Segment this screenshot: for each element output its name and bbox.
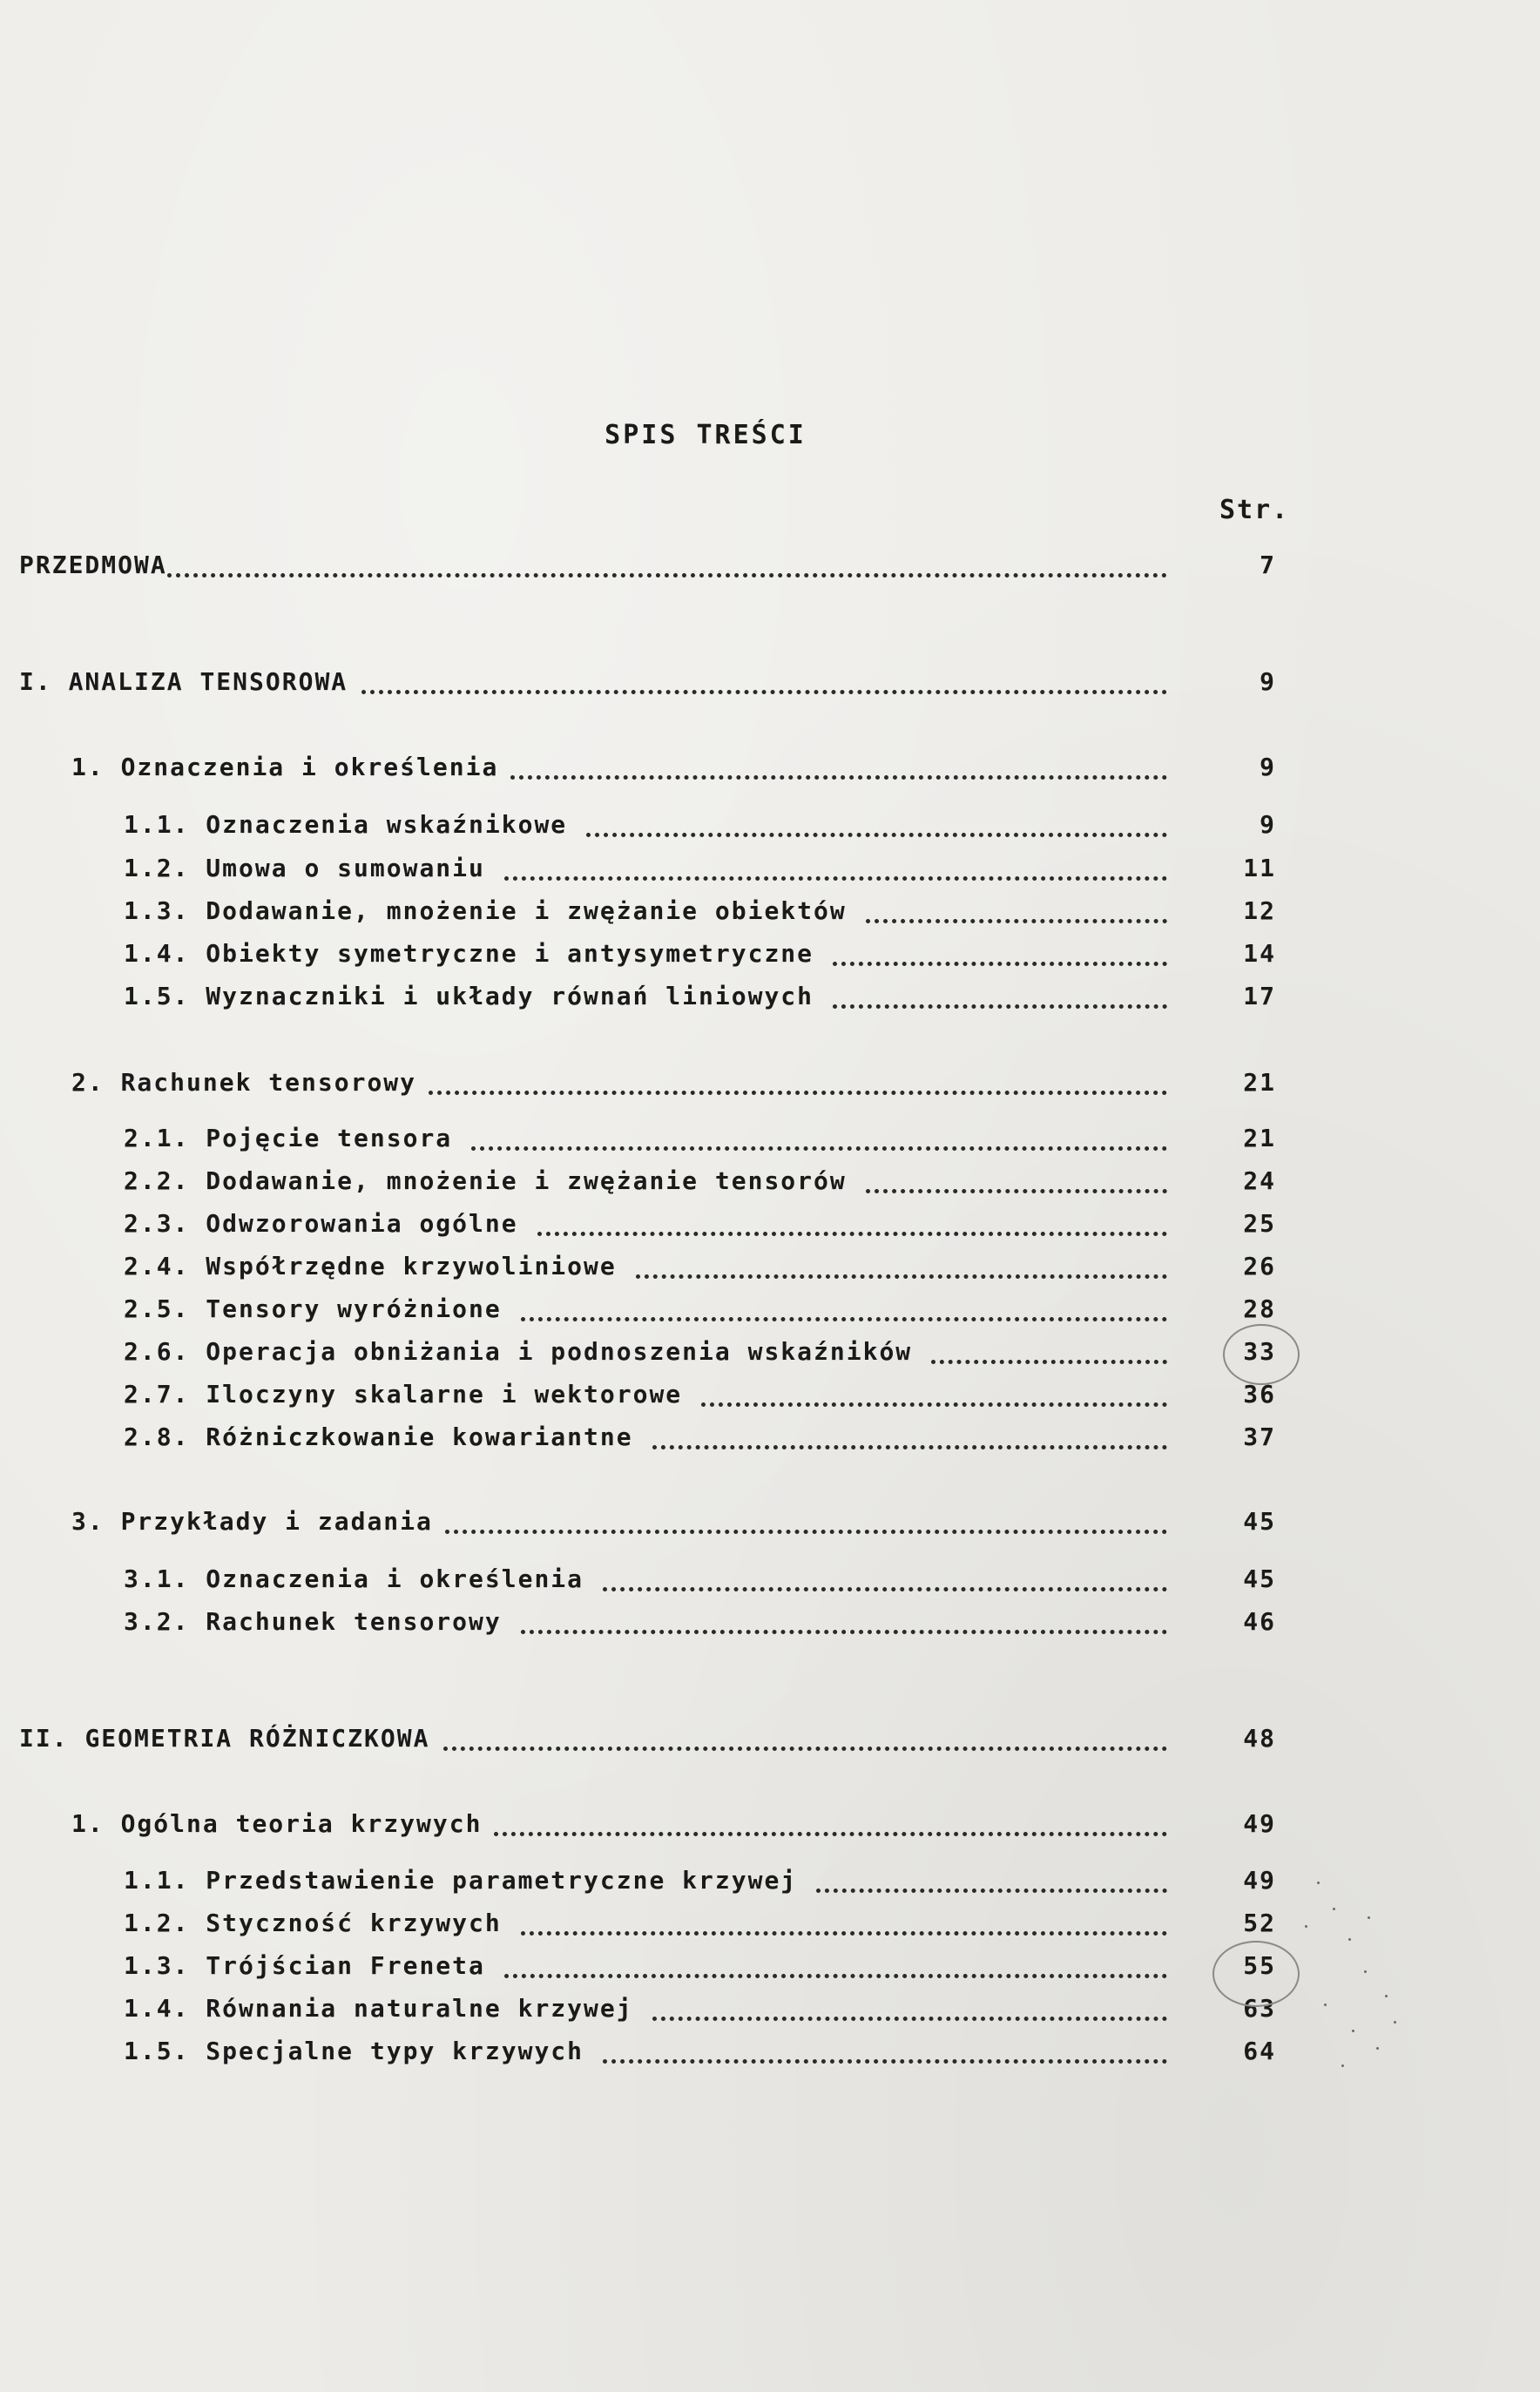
toc-entry-text xyxy=(124,1163,847,1199)
toc-entry-number: 3.1. xyxy=(124,1564,190,1593)
toc-entry xyxy=(0,850,1540,887)
toc-leader-dots xyxy=(361,653,1167,694)
toc-leader-dots xyxy=(701,1366,1167,1407)
toc-leader-dots xyxy=(429,1054,1167,1095)
toc-entry-label: Tensory wyróżnione xyxy=(206,1294,502,1323)
toc-entry-label: Dodawanie, mnożenie i zwężanie tensorów xyxy=(206,1166,847,1195)
toc-leader-dots xyxy=(445,1493,1167,1534)
paper-speckle xyxy=(1333,1908,1335,1910)
toc-entry-text xyxy=(19,1720,429,1757)
toc-entry-text xyxy=(124,1604,502,1640)
toc-entry-label: Rachunek tensorowy xyxy=(206,1607,502,1636)
paper-speckle xyxy=(1364,1970,1367,1973)
toc-entry-number: II. xyxy=(19,1724,69,1753)
toc-entry-text xyxy=(124,1376,682,1413)
toc-entry xyxy=(0,978,1540,1015)
toc-entry-label: Różniczkowanie kowariantne xyxy=(206,1422,633,1451)
toc-entry-page: 9 xyxy=(1260,753,1276,781)
toc-entry-label: Umowa o sumowaniu xyxy=(206,854,485,882)
toc-entry xyxy=(0,664,1540,700)
toc-entry-number: 1.2. xyxy=(124,854,190,882)
toc-entry-text xyxy=(71,749,498,786)
toc-entry-page: 12 xyxy=(1243,896,1276,925)
toc-entry-number: 1. xyxy=(71,753,105,781)
toc-entry-text xyxy=(124,1419,633,1456)
toc-leader-dots xyxy=(586,796,1167,837)
toc-entry-page: 33 xyxy=(1243,1337,1276,1366)
toc-entry xyxy=(0,1720,1540,1757)
toc-entry xyxy=(0,1905,1540,1942)
toc-leader-dots xyxy=(521,1895,1167,1936)
toc-leader-dots xyxy=(652,1980,1167,2021)
toc-entry-text xyxy=(124,2033,584,2070)
toc-entry-label: Równania naturalne krzywej xyxy=(206,1994,633,2023)
pen-circle-mark xyxy=(1223,1324,1300,1385)
toc-entry-label: Operacja obniżania i podnoszenia wskaźników xyxy=(206,1337,913,1366)
toc-entry-text xyxy=(124,807,567,843)
toc-entry-label: Rachunek tensorowy xyxy=(120,1068,417,1097)
toc-entry xyxy=(0,1248,1540,1285)
toc-entry-label: Iloczyny skalarne i wektorowe xyxy=(206,1380,683,1409)
toc-entry xyxy=(0,1291,1540,1328)
toc-entry xyxy=(0,1503,1540,1540)
toc-leader-dots xyxy=(471,1110,1167,1151)
toc-entry-page: 48 xyxy=(1243,1724,1276,1753)
toc-entry-page: 45 xyxy=(1243,1564,1276,1593)
toc-entry-label: ANALIZA TENSOROWA xyxy=(68,667,348,696)
toc-entry-number: 1.1. xyxy=(124,1866,190,1895)
toc-entry-label: GEOMETRIA RÓŻNICZKOWA xyxy=(84,1724,430,1753)
toc-entry-page: 63 xyxy=(1243,1994,1276,2023)
toc-entry xyxy=(0,1806,1540,1842)
toc-entry xyxy=(0,1862,1540,1899)
toc-leader-dots xyxy=(521,1280,1167,1321)
toc-entry-text xyxy=(124,1862,797,1899)
toc-entry-text xyxy=(124,1905,502,1942)
toc-entry-text xyxy=(71,1064,416,1101)
page-title: SPIS TREŚCI xyxy=(605,420,807,450)
toc-leader-dots xyxy=(504,840,1167,881)
toc-leader-dots xyxy=(603,1551,1167,1591)
toc-entry-number: I. xyxy=(19,667,52,696)
toc-entry-page: 7 xyxy=(1260,551,1276,579)
toc-entry-number: 2.1. xyxy=(124,1124,190,1152)
toc-entry-number: 1.5. xyxy=(124,2037,190,2065)
toc-entry-number: 1.3. xyxy=(124,1951,190,1980)
paper-speckle xyxy=(1352,2030,1354,2032)
toc-entry-page: 21 xyxy=(1243,1124,1276,1152)
toc-entry-label: PRZEDMOWA xyxy=(19,551,167,579)
toc-entry-label: Dodawanie, mnożenie i zwężanie obiektów xyxy=(206,896,847,925)
toc-entry-page: 46 xyxy=(1243,1607,1276,1636)
page-column-label: Str. xyxy=(1219,495,1290,525)
toc-entry-number: 2. xyxy=(71,1068,105,1097)
toc-leader-dots xyxy=(537,1195,1167,1236)
toc-entry-text xyxy=(124,936,814,972)
toc-entry xyxy=(0,1990,1540,2027)
toc-entry-page: 45 xyxy=(1243,1507,1276,1536)
toc-leader-dots xyxy=(931,1323,1167,1364)
toc-entry-number: 1. xyxy=(71,1809,105,1838)
toc-entry-page: 14 xyxy=(1243,939,1276,968)
toc-entry-text xyxy=(124,1248,617,1285)
toc-entry-page: 9 xyxy=(1260,667,1276,696)
toc-entry-text xyxy=(124,1990,633,2027)
toc-entry xyxy=(0,1120,1540,1157)
toc-entry xyxy=(0,1376,1540,1413)
toc-entry-number: 2.3. xyxy=(124,1209,190,1238)
pen-circle-mark xyxy=(1212,1941,1300,2007)
toc-entry xyxy=(0,2033,1540,2070)
toc-entry-label: Specjalne typy krzywych xyxy=(206,2037,584,2065)
toc-entry-page: 49 xyxy=(1243,1866,1276,1895)
toc-entry-number: 2.5. xyxy=(124,1294,190,1323)
toc-entry-number: 3. xyxy=(71,1507,105,1536)
toc-entry xyxy=(0,749,1540,786)
toc-entry-label: Oznaczenia i określenia xyxy=(206,1564,584,1593)
toc-entry-page: 21 xyxy=(1243,1068,1276,1097)
toc-entry xyxy=(0,1604,1540,1640)
toc-entry-text xyxy=(124,850,485,887)
toc-entry-label: Ogólna teoria krzywych xyxy=(120,1809,483,1838)
paper-speckle xyxy=(1394,2021,1396,2024)
toc-entry-number: 1.4. xyxy=(124,939,190,968)
toc-entry xyxy=(0,1064,1540,1101)
paper-speckle xyxy=(1305,1925,1307,1928)
toc-entry xyxy=(0,1948,1540,1984)
toc-entry-page: 24 xyxy=(1243,1166,1276,1195)
paper-speckle xyxy=(1341,2064,1344,2067)
toc-entry-label: Współrzędne krzywoliniowe xyxy=(206,1252,617,1280)
toc-entry-label: Odwzorowania ogólne xyxy=(206,1209,518,1238)
toc-entry-number: 1.2. xyxy=(124,1909,190,1937)
toc-leader-dots xyxy=(443,1710,1167,1751)
paper-speckle xyxy=(1385,1995,1388,1997)
toc-leader-dots xyxy=(652,1409,1167,1449)
toc-entry-label: Przykłady i zadania xyxy=(120,1507,433,1536)
toc-entry-page: 37 xyxy=(1243,1422,1276,1451)
toc-leader-dots xyxy=(866,882,1167,923)
toc-entry-text xyxy=(124,1291,502,1328)
toc-entry xyxy=(0,1163,1540,1199)
paper-speckle xyxy=(1324,2003,1327,2006)
toc-entry xyxy=(0,1206,1540,1242)
toc-entry-text xyxy=(71,1806,482,1842)
toc-leader-dots xyxy=(494,1795,1167,1836)
toc-entry-page: 17 xyxy=(1243,982,1276,1010)
toc-entry-page: 36 xyxy=(1243,1380,1276,1409)
toc-leader-dots xyxy=(816,1852,1167,1893)
toc-entry xyxy=(0,1419,1540,1456)
toc-entry-label: Pojęcie tensora xyxy=(206,1124,453,1152)
toc-entry-page: 64 xyxy=(1243,2037,1276,2065)
toc-entry-text xyxy=(124,1206,518,1242)
toc-entry xyxy=(0,807,1540,843)
toc-entry-page: 28 xyxy=(1243,1294,1276,1323)
toc-leader-dots xyxy=(510,739,1167,780)
toc-entry-text xyxy=(124,893,847,929)
toc-entry-text xyxy=(124,1120,452,1157)
toc-entry-page: 52 xyxy=(1243,1909,1276,1937)
toc-entry-number: 3.2. xyxy=(124,1607,190,1636)
toc-entry-page: 25 xyxy=(1243,1209,1276,1238)
toc-entry-number: 1.1. xyxy=(124,810,190,839)
toc-entry-page: 55 xyxy=(1243,1951,1276,1980)
toc-entry-label: Oznaczenia wskaźnikowe xyxy=(206,810,568,839)
paper-speckle xyxy=(1317,1882,1320,1884)
toc-leader-dots xyxy=(636,1238,1167,1279)
toc-entry-number: 2.7. xyxy=(124,1380,190,1409)
toc-entry-label: Przedstawienie parametryczne krzywej xyxy=(206,1866,798,1895)
toc-entry-number: 2.8. xyxy=(124,1422,190,1451)
toc-entry-number: 1.5. xyxy=(124,982,190,1010)
toc-leader-dots xyxy=(603,2023,1167,2064)
toc-entry-label: Oznaczenia i określenia xyxy=(120,753,499,781)
toc-entry-text xyxy=(19,664,348,700)
toc-entry xyxy=(0,893,1540,929)
toc-entry-text xyxy=(71,1503,433,1540)
toc-entry-text xyxy=(19,547,167,584)
toc-entry-label: Styczność krzywych xyxy=(206,1909,502,1937)
toc-entry xyxy=(0,1561,1540,1598)
paper-speckle xyxy=(1368,1916,1370,1919)
toc-entry-label: Wyznaczniki i układy równań liniowych xyxy=(206,982,814,1010)
toc-entry-number: 1.3. xyxy=(124,896,190,925)
toc-entry-number: 2.2. xyxy=(124,1166,190,1195)
toc-entry-text xyxy=(124,1334,912,1370)
paper-speckle xyxy=(1376,2047,1379,2050)
toc-leader-dots xyxy=(833,968,1167,1009)
toc-leader-dots xyxy=(833,925,1167,966)
toc-entry-page: 11 xyxy=(1243,854,1276,882)
toc-entry xyxy=(0,1334,1540,1370)
toc-entry-number: 2.4. xyxy=(124,1252,190,1280)
paper-speckle xyxy=(1348,1938,1351,1941)
toc-entry-page: 49 xyxy=(1243,1809,1276,1838)
toc-entry-number: 2.6. xyxy=(124,1337,190,1366)
toc-entry-text xyxy=(124,978,814,1015)
toc-entry-label: Obiekty symetryczne i antysymetryczne xyxy=(206,939,814,968)
toc-leader-dots xyxy=(167,537,1167,578)
toc-leader-dots xyxy=(866,1152,1167,1193)
toc-entry-page: 26 xyxy=(1243,1252,1276,1280)
toc-entry xyxy=(0,547,1540,584)
toc-entry xyxy=(0,936,1540,972)
toc-entry-number: 1.4. xyxy=(124,1994,190,2023)
toc-entry-text xyxy=(124,1948,485,1984)
toc-entry-page: 9 xyxy=(1260,810,1276,839)
toc-entry-label: Trójścian Freneta xyxy=(206,1951,485,1980)
toc-leader-dots xyxy=(504,1937,1167,1978)
toc-leader-dots xyxy=(521,1593,1167,1634)
toc-entry-text xyxy=(124,1561,584,1598)
